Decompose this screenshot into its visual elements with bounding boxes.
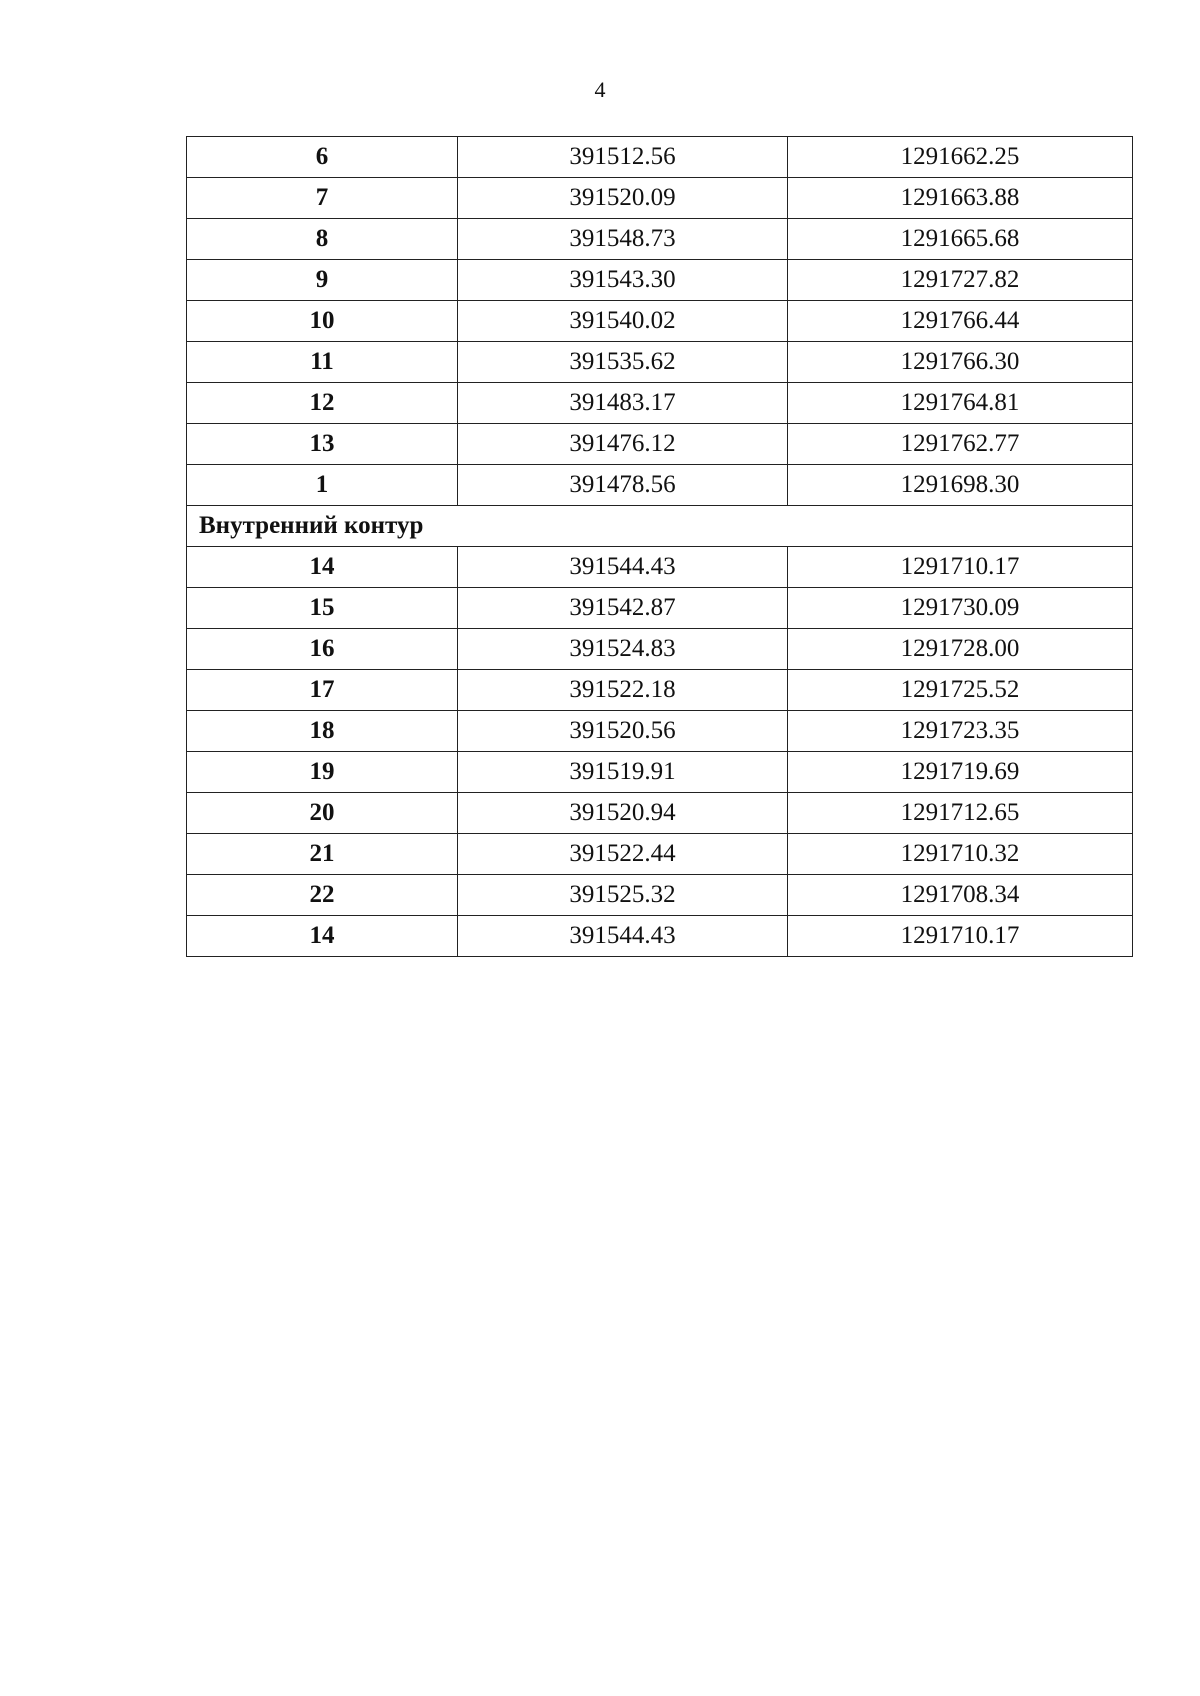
table-row: [187, 752, 1133, 793]
point-number-cell: 12: [187, 383, 458, 424]
y-coordinate-cell: 1291719.69: [788, 752, 1133, 793]
point-number-cell: 10: [187, 301, 458, 342]
x-coordinate-cell: 391520.94: [458, 793, 788, 834]
x-coordinate-cell: 391483.17: [458, 383, 788, 424]
table-row: [187, 547, 1133, 588]
point-number-cell: 14: [187, 547, 458, 588]
x-coordinate-cell: 391476.12: [458, 424, 788, 465]
table-row: [187, 260, 1133, 301]
point-number-cell: 6: [187, 137, 458, 178]
y-coordinate-cell: 1291663.88: [788, 178, 1133, 219]
point-number-cell: 9: [187, 260, 458, 301]
y-coordinate-cell: 1291730.09: [788, 588, 1133, 629]
y-coordinate-cell: 1291710.32: [788, 834, 1133, 875]
y-coordinate-cell: 1291698.30: [788, 465, 1133, 506]
x-coordinate-cell: 391520.56: [458, 711, 788, 752]
x-coordinate-cell: 391548.73: [458, 219, 788, 260]
x-coordinate-cell: 391519.91: [458, 752, 788, 793]
x-coordinate-cell: 391540.02: [458, 301, 788, 342]
table-row: [187, 342, 1133, 383]
y-coordinate-cell: 1291727.82: [788, 260, 1133, 301]
y-coordinate-cell: 1291710.17: [788, 916, 1133, 957]
point-number-cell: 13: [187, 424, 458, 465]
point-number-cell: 21: [187, 834, 458, 875]
x-coordinate-cell: 391520.09: [458, 178, 788, 219]
point-number-cell: 15: [187, 588, 458, 629]
coordinates-table: [186, 136, 1133, 957]
x-coordinate-cell: 391535.62: [458, 342, 788, 383]
table-row: [187, 588, 1133, 629]
y-coordinate-cell: 1291708.34: [788, 875, 1133, 916]
table-row: [187, 916, 1133, 957]
table-row: [187, 178, 1133, 219]
table-row: [187, 383, 1133, 424]
y-coordinate-cell: 1291723.35: [788, 711, 1133, 752]
x-coordinate-cell: 391542.87: [458, 588, 788, 629]
section-heading: Внутренний контур: [187, 506, 1133, 547]
table-row: [187, 137, 1133, 178]
y-coordinate-cell: 1291662.25: [788, 137, 1133, 178]
page-number: 4: [594, 77, 606, 102]
x-coordinate-cell: 391522.18: [458, 670, 788, 711]
y-coordinate-cell: 1291766.44: [788, 301, 1133, 342]
x-coordinate-cell: 391524.83: [458, 629, 788, 670]
point-number-cell: 18: [187, 711, 458, 752]
y-coordinate-cell: 1291728.00: [788, 629, 1133, 670]
table-row: [187, 424, 1133, 465]
point-number-cell: 14: [187, 916, 458, 957]
point-number-cell: 20: [187, 793, 458, 834]
x-coordinate-cell: 391544.43: [458, 916, 788, 957]
point-number-cell: 7: [187, 178, 458, 219]
table-row: [187, 834, 1133, 875]
x-coordinate-cell: 391525.32: [458, 875, 788, 916]
point-number-cell: 8: [187, 219, 458, 260]
point-number-cell: 22: [187, 875, 458, 916]
table-row: [187, 301, 1133, 342]
y-coordinate-cell: 1291764.81: [788, 383, 1133, 424]
table-row: [187, 793, 1133, 834]
point-number-cell: 16: [187, 629, 458, 670]
x-coordinate-cell: 391544.43: [458, 547, 788, 588]
table-row: [187, 465, 1133, 506]
point-number-cell: 11: [187, 342, 458, 383]
y-coordinate-cell: 1291712.65: [788, 793, 1133, 834]
section-row-inner-contour: [187, 506, 1133, 547]
x-coordinate-cell: 391478.56: [458, 465, 788, 506]
point-number-cell: 17: [187, 670, 458, 711]
y-coordinate-cell: 1291710.17: [788, 547, 1133, 588]
y-coordinate-cell: 1291766.30: [788, 342, 1133, 383]
table-row: [187, 711, 1133, 752]
table-row: [187, 219, 1133, 260]
y-coordinate-cell: 1291762.77: [788, 424, 1133, 465]
x-coordinate-cell: 391522.44: [458, 834, 788, 875]
x-coordinate-cell: 391512.56: [458, 137, 788, 178]
x-coordinate-cell: 391543.30: [458, 260, 788, 301]
point-number-cell: 1: [187, 465, 458, 506]
y-coordinate-cell: 1291665.68: [788, 219, 1133, 260]
point-number-cell: 19: [187, 752, 458, 793]
table-row: [187, 875, 1133, 916]
table-row: [187, 629, 1133, 670]
table-row: [187, 670, 1133, 711]
y-coordinate-cell: 1291725.52: [788, 670, 1133, 711]
